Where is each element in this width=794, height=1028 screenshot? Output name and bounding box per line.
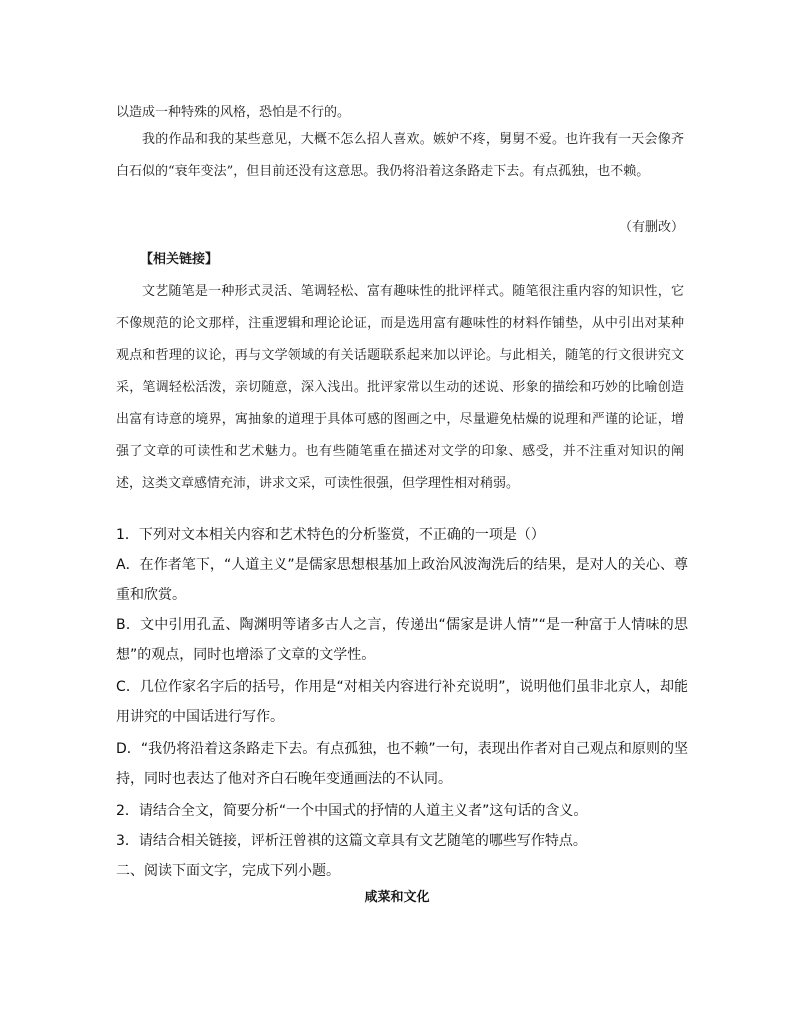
source-note: （有删改） — [618, 220, 684, 235]
related-link-heading: 【相关链接】 — [140, 252, 219, 267]
option-a: A．在作者笔下，“人道主义”是儒家思想根基加上政治风波淘洗后的结果，是对人的关心、尊重和欣赏。 — [116, 557, 688, 603]
option-d: D．“我仍将沿着这条路走下去。有点孤独，也不赖”一句，表现出作者对自己观点和原则的坚持，同时也表达了他对齐白石晚年变通画法的不认同。 — [116, 741, 688, 787]
passage-paragraph-author-views: 我的作品和我的某些意见，大概不怎么招人喜欢。嫉妒不疼，舅舅不爱。也许我有一天会像齐白石似的“衰年变法”，但目前还没有这意思。我仍将沿着这条路走下去。有点孤独，也不赖。 — [116, 132, 684, 179]
question-1: 1．下列对文本相关内容和艺术特色的分析鉴赏，不正确的一项是（） — [116, 527, 545, 543]
passage-paragraph-end: 以造成一种特殊的风格，恐怕是不行的。 — [116, 105, 351, 120]
section-2-instruction: 二、阅读下面文字，完成下列小题。 — [116, 863, 340, 879]
question-3: 3．请结合相关链接，评析汪曾祺的这篇文章具有文艺随笔的哪些写作特点。 — [116, 833, 587, 849]
option-b: B．文中引用孔孟、陶渊明等诸多古人之言，传递出“儒家是讲人情”“是一种富于人情味的思想”的观点，同时也增添了文章的文学性。 — [116, 617, 688, 663]
article-title: 咸菜和文化 — [364, 890, 430, 905]
option-c: C．几位作家名字后的括号，作用是“对相关内容进行补充说明”，说明他们虽非北京人，却能用讲究的中国话进行写作。 — [116, 679, 688, 725]
question-2: 2．请结合全文，简要分析“一个中国式的抒情的人道主义者”这句话的含义。 — [116, 803, 588, 819]
related-link-body: 文艺随笔是一种形式灵活、笔调轻松、富有趣味性的批评样式。随笔很注重内容的知识性，它不像规范的论文那样，注重逻辑和理论论证，而是选用富有趣味性的材料作铺垫，从中引出对某种观点和哲理的议论，再与文学领域的有关话题联系起来加以评论。与此相关，随笔的行文很讲究文采，笔调轻松活泼，亲切随意，深入浅出。批评家常以生动的述说、形象的描绘和巧妙的比喻创造出富有诗意的境界，寓抽象的道理于具体可感的图画之中，尽量避免枯燥的说理和严谨的论证，增强了文章的可读性和艺术魅力。也有些随笔重在描述对文学的印象、感受，并不注重对知识的阐述，这类文章感情充沛，讲求文采，可读性很强，但学理性相对稍弱。 — [116, 284, 684, 491]
